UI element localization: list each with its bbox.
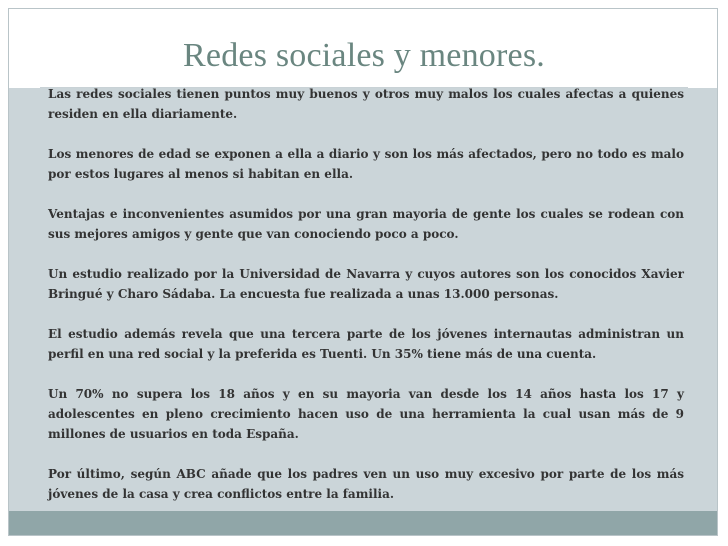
- paragraph-7: Por último, según ABC añade que los padres ven un uso muy excesivo por parte de los más jóvenes de la casa y crea conflictos entre la familia.: [48, 467, 684, 501]
- paragraph-3: Ventajas e inconvenientes asumidos por una gran mayoria de gente los cuales se rodean con sus mejores amigos y gente que van conociendo poco a poco.: [48, 207, 684, 241]
- slide-body: [48, 84, 684, 524]
- paragraph-5: El estudio además revela que una tercera parte de los jóvenes internautas administran un perfil en una red social y la preferida es Tuenti. Un 35% tiene más de una cuenta.: [48, 327, 684, 361]
- paragraph-6: Un 70% no supera los 18 años y en su mayoria van desde los 14 años hasta los 17 y adolescentes en pleno crecimiento hacen uso de una herramienta la cual usan más de 9 millones de usuarios en toda España.: [48, 387, 684, 441]
- paragraph-1: Las redes sociales tienen puntos muy buenos y otros muy malos los cuales afectas a quienes residen en ella diariamente.: [48, 87, 684, 121]
- paragraph-2: Los menores de edad se exponen a ella a diario y son los más afectados, pero no todo es malo por estos lugares al menos si habitan en ella.: [48, 147, 684, 181]
- paragraph-4: Un estudio realizado por la Universidad de Navarra y cuyos autores son los conocidos Xavier Bringué y Charo Sádaba. La encuesta fue realizada a unas 13.000 personas.: [48, 267, 684, 301]
- slide-title: Redes sociales y menores.: [183, 37, 545, 74]
